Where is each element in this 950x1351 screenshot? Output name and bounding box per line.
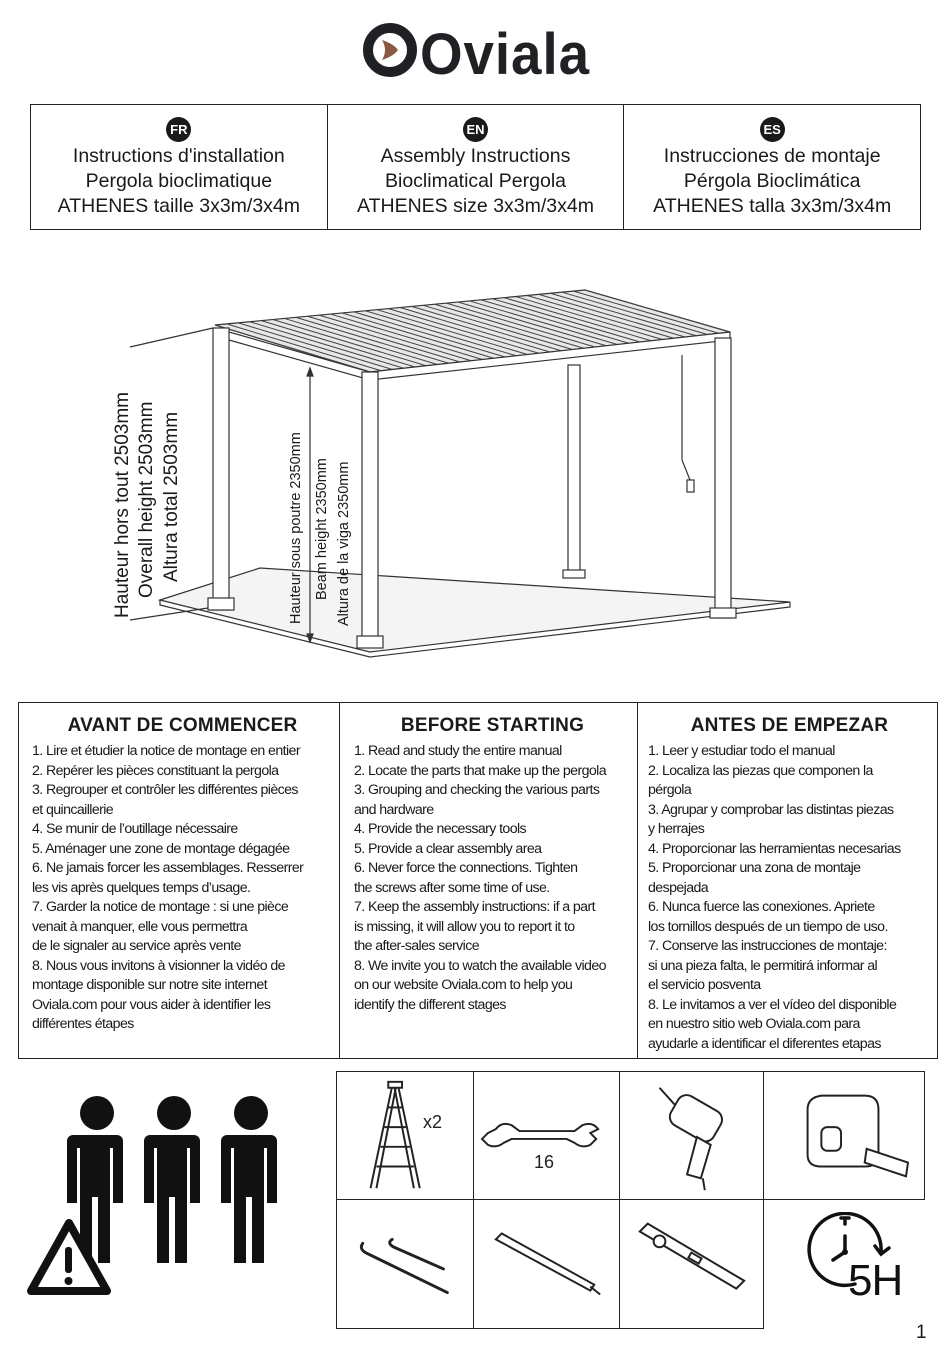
- instruction-line: 3. Agrupar y comprobar las distintas piezas: [648, 801, 894, 818]
- instruction-line: Oviala.com pour vous aider à identifier les: [32, 996, 271, 1013]
- tool-wrench: [473, 1071, 620, 1200]
- spirit-level-icon: [620, 1200, 763, 1328]
- title-line: ATHENES talla 3x3m/3x4m: [653, 195, 892, 217]
- instruction-line: and hardware: [354, 801, 434, 818]
- overall-height-es: Altura total 2503mm: [161, 411, 182, 582]
- instruction-line: los tornillos después de un tiempo de uso.: [648, 918, 888, 935]
- instruction-line: 4. Provide the necessary tools: [354, 821, 527, 837]
- title-line: Instructions d'installation: [72, 145, 285, 167]
- instruction-line: 6. Ne jamais forcer les assemblages. Resserrer: [32, 860, 304, 876]
- instruction-line: is missing, it will allow you to report it to: [354, 918, 575, 935]
- title-cell-es: [624, 105, 920, 229]
- drill-icon: [620, 1072, 763, 1199]
- instruction-line: 1. Leer y estudiar todo el manual: [648, 743, 835, 759]
- title-cell-fr: [31, 105, 328, 229]
- wrench-size: 16: [534, 1152, 555, 1172]
- instruction-line: the screws after some time of use.: [354, 879, 550, 896]
- overall-height-en: Overall height 2503mm: [136, 401, 157, 598]
- person-icon: [144, 1096, 200, 1263]
- before-list: [32, 742, 333, 1035]
- instruction-line: el servicio posventa: [648, 977, 761, 993]
- tool-drill-bit: [473, 1199, 620, 1329]
- flag-fr-icon: FR: [166, 117, 191, 142]
- before-list: [354, 742, 631, 1015]
- pergola-drawing: [100, 280, 800, 680]
- title-line: Assembly Instructions: [380, 145, 571, 167]
- title-line: Pérgola Bioclimática: [683, 170, 861, 192]
- instruction-line: 5. Proporcionar una zona de montaje: [648, 860, 861, 876]
- instruction-line: 7. Garder la notice de montage : si une pièce: [32, 899, 289, 915]
- beam-height-en: Beam height 2350mm: [314, 458, 330, 600]
- instruction-line: différentes étapes: [32, 1016, 134, 1032]
- instruction-line: 1. Lire et étudier la notice de montage en entier: [32, 743, 300, 759]
- flag-es-icon: ES: [760, 117, 785, 142]
- flag-en-icon: EN: [463, 117, 488, 142]
- instruction-line: en nuestro sitio web Oviala.com para: [648, 1016, 860, 1032]
- title-line: ATHENES taille 3x3m/3x4m: [57, 195, 301, 217]
- instruction-line: 1. Read and study the entire manual: [354, 743, 562, 759]
- instruction-line: on our website Oviala.com to help you: [354, 977, 573, 993]
- beam-height-es: Altura de la viga 2350mm: [336, 461, 352, 626]
- before-heading: BEFORE STARTING: [400, 715, 585, 736]
- brand-name: Oviala: [420, 22, 590, 84]
- title-line: Pergola bioclimatique: [85, 170, 273, 192]
- before-starting-table: [18, 702, 938, 1059]
- instruction-line: 8. We invite you to watch the available video: [354, 957, 606, 974]
- instruction-line: 3. Regrouper et contrôler les différentes pièces: [32, 782, 298, 798]
- title-cell-en: [328, 105, 625, 229]
- ladder-quantity: x2: [423, 1112, 443, 1132]
- instruction-line: 6. Nunca fuerce las conexiones. Apriete: [648, 899, 875, 915]
- instruction-line: 3. Grouping and checking the various parts: [354, 782, 600, 798]
- three-people-icon: [25, 1095, 315, 1305]
- tool-tape-measure: [763, 1071, 925, 1200]
- instruction-line: despejada: [648, 879, 709, 896]
- instruction-line: venait à manquer, elle vous permettra: [32, 918, 248, 935]
- instruction-line: 2. Localiza las piezas que componen la: [648, 762, 873, 779]
- tool-spirit-level: [619, 1199, 764, 1329]
- before-col-fr: [19, 703, 340, 1058]
- drill-bit-icon: [474, 1200, 619, 1328]
- instruction-line: ayudarle a identificar el diferentes etapas: [648, 1035, 881, 1052]
- overall-height-fr: Hauteur hors tout 2503mm: [112, 391, 133, 618]
- title-line: Instrucciones de montaje: [663, 145, 881, 167]
- instruction-line: et quincaillerie: [32, 801, 114, 818]
- instruction-line: 4. Proporcionar las herramientas necesarias: [648, 840, 901, 857]
- instruction-line: 7. Conserve las instrucciones de montaje:: [648, 938, 887, 954]
- warning-icon: [31, 1223, 107, 1291]
- instruction-line: les vis après quelques temps d’usage.: [32, 879, 251, 896]
- tool-drill: [619, 1071, 764, 1200]
- instruction-line: 4. Se munir de l’outillage nécessaire: [32, 821, 238, 837]
- person-icon: [221, 1096, 277, 1263]
- instruction-line: si una pieza falta, le permitirá informar al: [648, 957, 878, 974]
- before-heading: ANTES DE EMPEZAR: [690, 715, 889, 736]
- instruction-line: 8. Nous vous invitons à visionner la vidéo de: [32, 957, 285, 974]
- brand-logo: [360, 14, 592, 84]
- hex-key-icon: [337, 1200, 473, 1328]
- instruction-line: the after-sales service: [354, 938, 479, 954]
- tool-ladder: [336, 1071, 474, 1200]
- tape-measure-icon: [764, 1072, 924, 1199]
- instruction-line: 2. Repérer les pièces constituant la pergola: [32, 762, 279, 779]
- instruction-line: identify the different stages: [354, 996, 506, 1013]
- instruction-line: 6. Never force the connections. Tighten: [354, 860, 578, 876]
- tool-hex-key: [336, 1199, 474, 1329]
- instruction-line: 7. Keep the assembly instructions: if a part: [354, 899, 595, 915]
- before-col-en: [340, 703, 638, 1058]
- before-heading: AVANT DE COMMENCER: [67, 715, 298, 736]
- title-table: [30, 104, 921, 230]
- title-line: Bioclimatical Pergola: [385, 170, 566, 192]
- instruction-line: 2. Locate the parts that make up the pergola: [354, 762, 607, 779]
- instruction-line: 5. Aménager une zone de montage dégagée: [32, 840, 290, 857]
- before-list: [648, 742, 931, 1054]
- before-col-es: [638, 703, 937, 1058]
- ladder-icon: [337, 1072, 473, 1199]
- instruction-line: montage disponible sur notre site internet: [32, 977, 268, 993]
- title-line: ATHENES size 3x3m/3x4m: [357, 195, 594, 217]
- assembly-duration: 5H: [848, 1256, 903, 1305]
- instruction-line: 5. Provide a clear assembly area: [354, 840, 542, 857]
- beam-height-fr: Hauteur sous poutre 2350mm: [288, 432, 304, 624]
- wrench-icon: [474, 1072, 619, 1199]
- instruction-line: 8. Le invitamos a ver el vídeo del disponible: [648, 996, 897, 1013]
- page-number: 1: [916, 1322, 927, 1343]
- instruction-line: pérgola: [648, 782, 692, 798]
- instruction-line: de le signaler au service après vente: [32, 938, 241, 954]
- instruction-line: y herrajes: [648, 821, 705, 837]
